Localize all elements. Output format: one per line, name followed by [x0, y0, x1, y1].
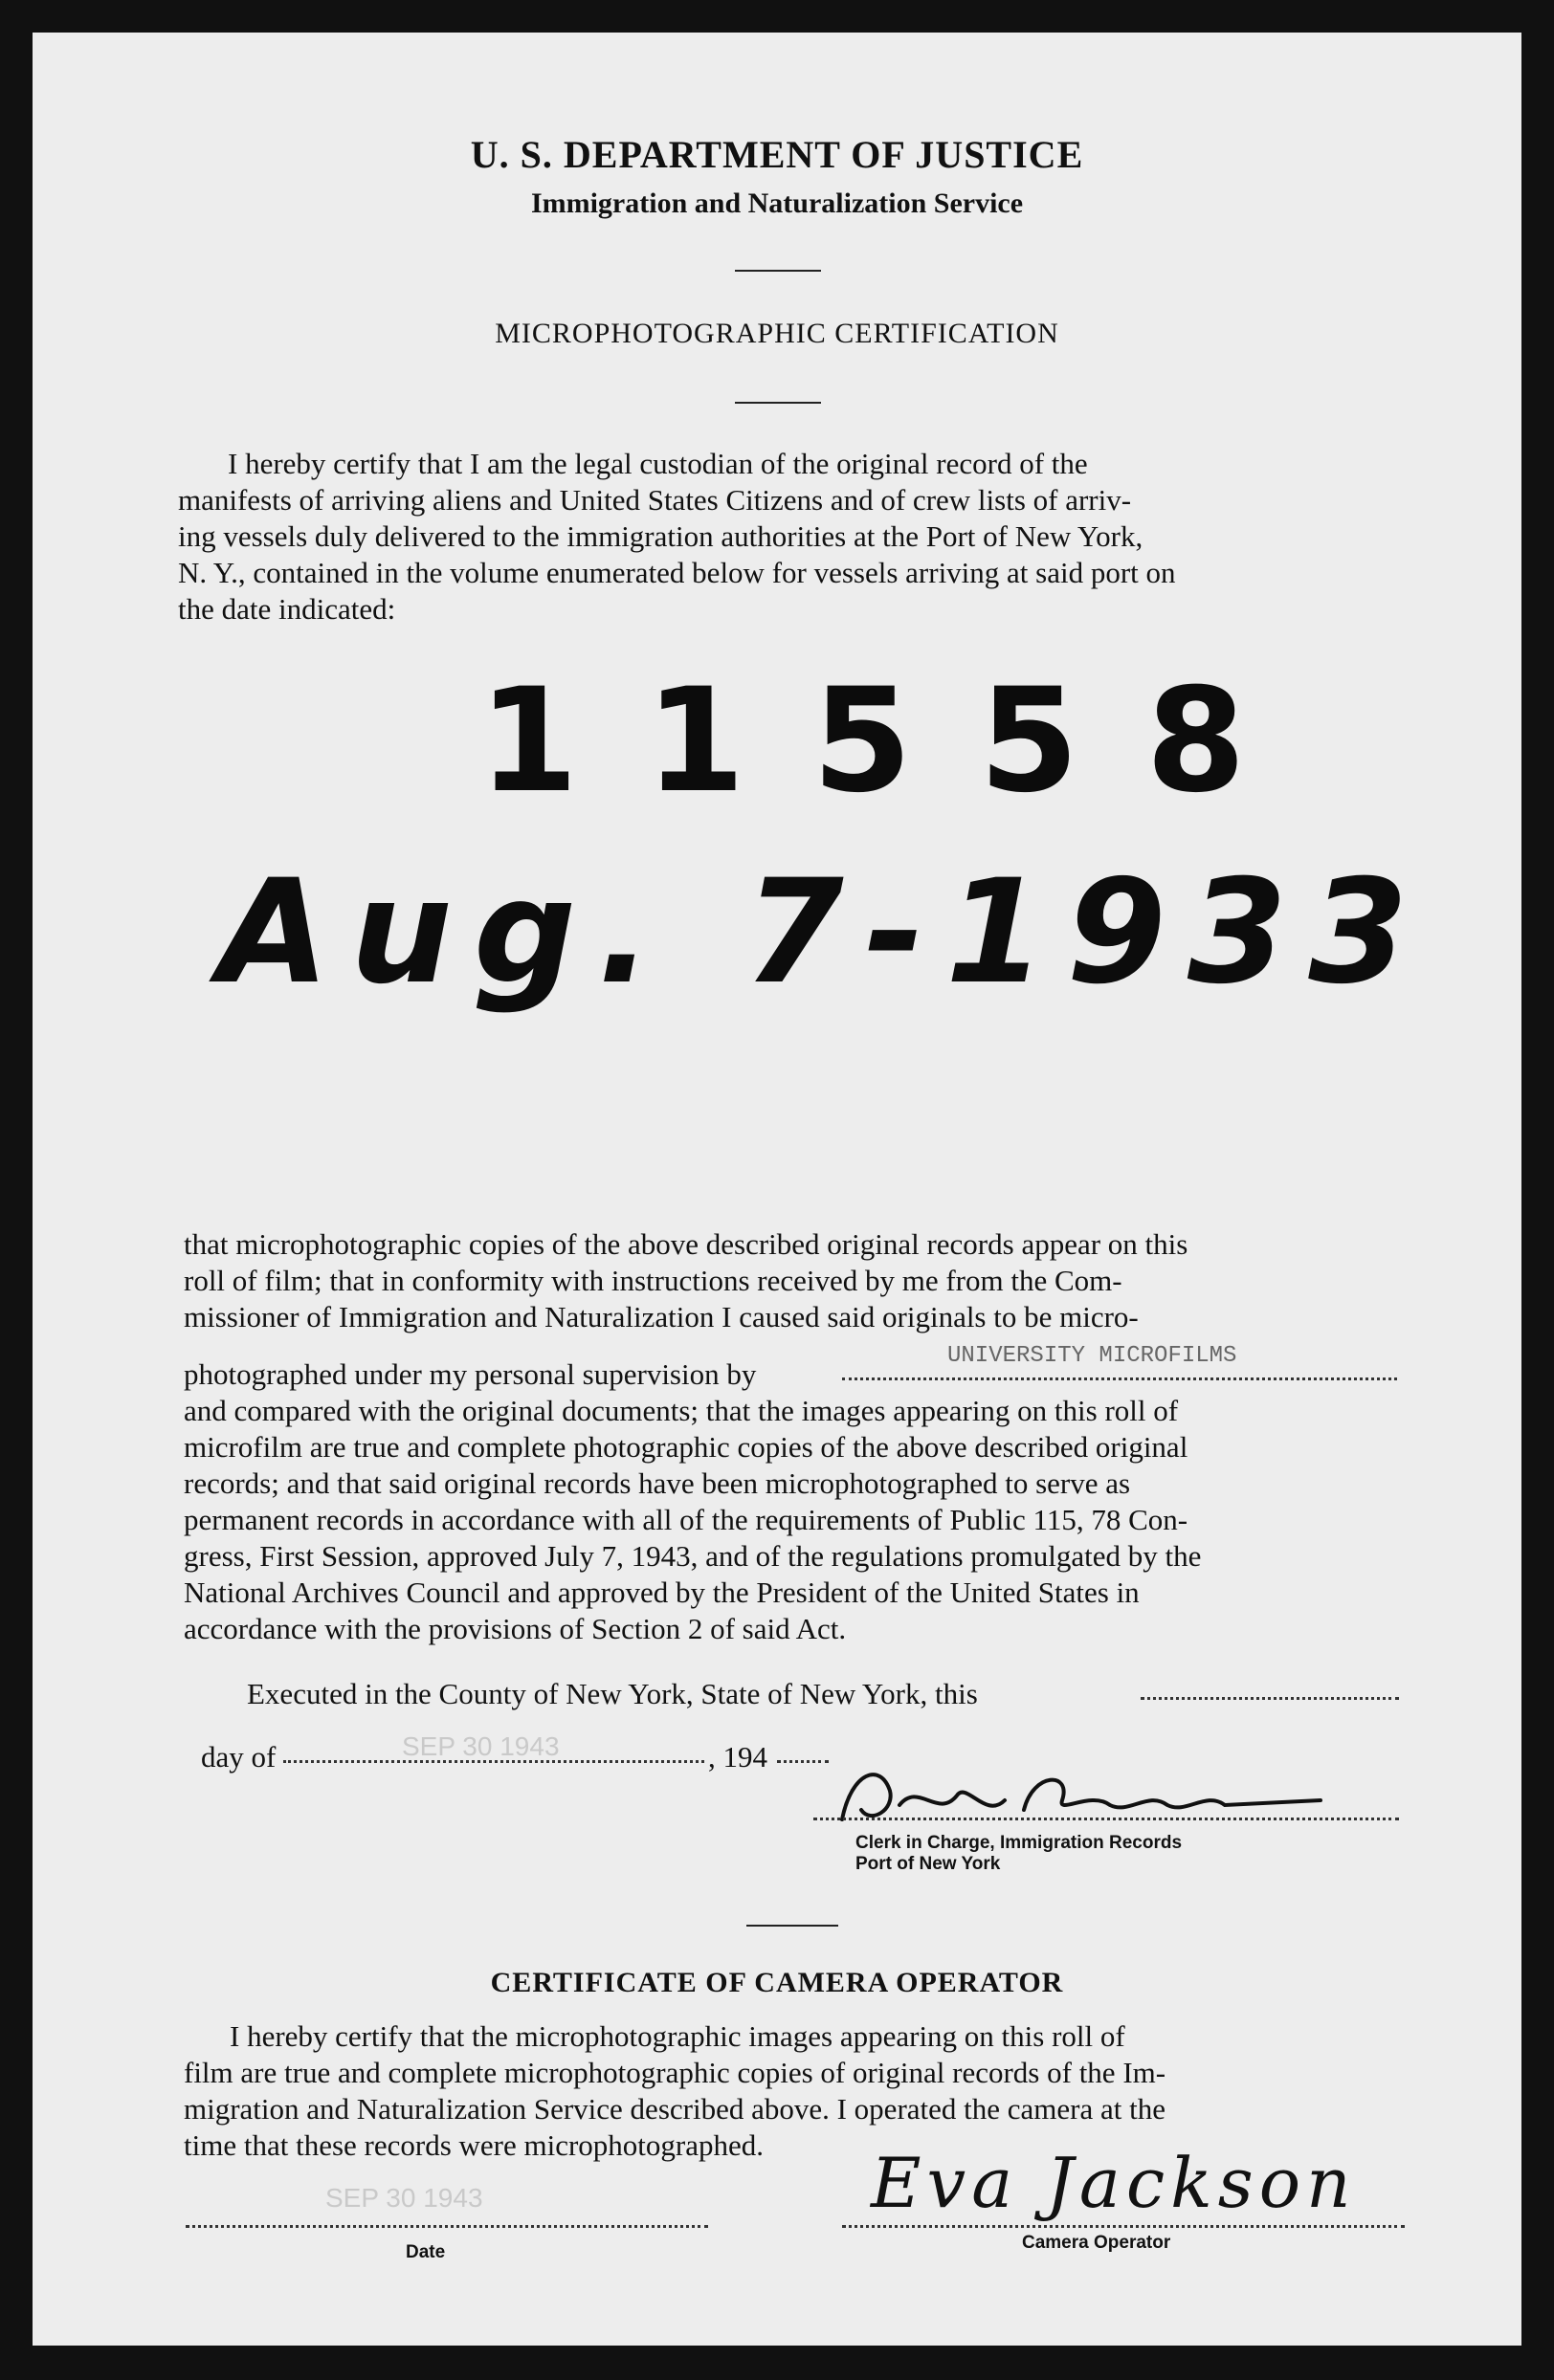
intro-line: the date indicated:: [178, 592, 396, 626]
operator-line: time that these records were microphotographed.: [184, 2128, 764, 2162]
body-line: missioner of Immigration and Naturalization I caused said originals to be micro-: [184, 1300, 1139, 1333]
photographer-blank: [842, 1377, 1397, 1380]
divider-2: [735, 402, 821, 404]
operator-line: migration and Naturalization Service described above. I operated the camera at the: [184, 2092, 1166, 2126]
body-line: gress, First Session, approved July 7, 1943, and of the regulations promulgated by the: [184, 1539, 1202, 1573]
day-of-stamp: SEP 30 1943: [402, 1731, 560, 1761]
intro-line: N. Y., contained in the volume enumerated below for vessels arriving at said port on: [178, 556, 1176, 589]
camera-operator-title: CERTIFICATE OF CAMERA OPERATOR: [490, 1967, 1064, 1998]
clerk-signature: [823, 1752, 1359, 1839]
day-of-label: day of: [201, 1740, 277, 1774]
body-line: National Archives Council and approved by the President of the United States in: [184, 1576, 1140, 1609]
intro-line: manifests of arriving aliens and United States Citizens and of crew lists of arriv-: [178, 483, 1132, 517]
service-subheading: Immigration and Naturalization Service: [530, 187, 1024, 219]
clerk-title-line2: Port of New York: [855, 1854, 1001, 1874]
year-blank: [777, 1760, 829, 1763]
operator-date-stamp: SEP 30 1943: [325, 2183, 483, 2213]
body-line: records; and that said original records have been microphotographed to serve as: [184, 1466, 1131, 1500]
divider-3: [746, 1925, 838, 1927]
operator-date-label: Date: [406, 2242, 446, 2262]
intro-line: ing vessels duly delivered to the immigration authorities at the Port of New York,: [178, 519, 1143, 553]
clerk-signature-line: [813, 1818, 1399, 1820]
operator-signature-line: [842, 2225, 1405, 2228]
certification-title: MICROPHOTOGRAPHIC CERTIFICATION: [495, 318, 1059, 349]
photographer-stamp: UNIVERSITY MICROFILMS: [947, 1343, 1237, 1369]
operator-signature: Eva Jackson: [871, 2143, 1357, 2223]
operator-line: film are true and complete microphotographic copies of original records of the Im-: [184, 2056, 1166, 2089]
executed-day-blank: [1141, 1697, 1399, 1700]
year-prefix: , 194: [708, 1740, 767, 1774]
intro-paragraph: [178, 446, 1391, 628]
body-line: permanent records in accordance with all of the requirements of Public 115, 78 Con-: [184, 1503, 1188, 1536]
operator-label: Camera Operator: [1022, 2233, 1171, 2253]
body-line: that microphotographic copies of the above described original records appear on this: [184, 1227, 1188, 1261]
body-line: accordance with the provisions of Section 2 of said Act.: [184, 1612, 847, 1645]
agency-heading: U. S. DEPARTMENT OF JUSTICE: [470, 133, 1084, 176]
body-paragraph: [184, 1226, 1399, 1335]
clerk-title-line1: Clerk in Charge, Immigration Records: [855, 1833, 1183, 1853]
supervision-label: photographed under my personal supervision by: [184, 1357, 757, 1391]
handwritten-volume-date: Aug. 7-1933: [218, 849, 1430, 1016]
handwritten-volume-number: 11558: [478, 658, 1313, 825]
operator-date-line: [186, 2225, 708, 2228]
body-line: microfilm are true and complete photographic copies of the above described original: [184, 1430, 1188, 1464]
operator-line: I hereby certify that the microphotographic images appearing on this roll of: [230, 2019, 1125, 2053]
body-line: and compared with the original documents; that the images appearing on this roll of: [184, 1394, 1179, 1427]
executed-text: Executed in the County of New York, State of New York, this: [247, 1677, 978, 1710]
body-line: roll of film; that in conformity with instructions received by me from the Com-: [184, 1264, 1122, 1297]
body-paragraph-2: [184, 1393, 1399, 1647]
intro-line: I hereby certify that I am the legal custodian of the original record of the: [228, 447, 1088, 480]
divider-1: [735, 270, 821, 272]
